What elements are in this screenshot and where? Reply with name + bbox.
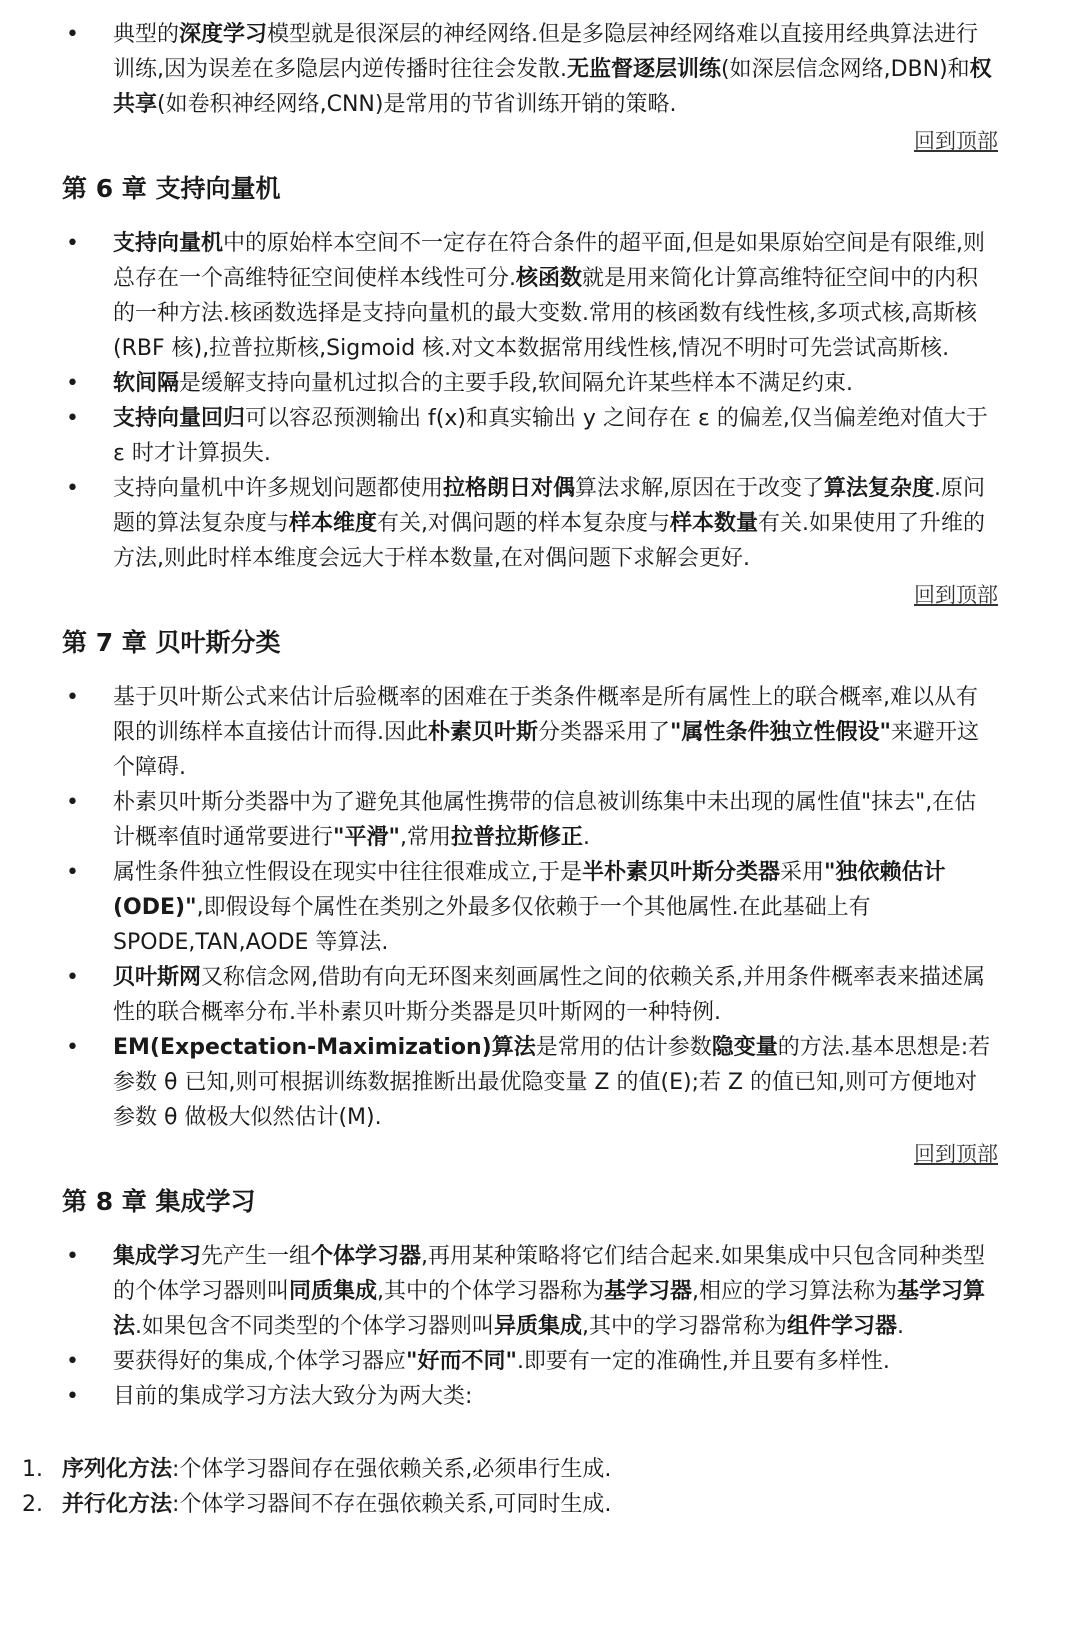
list-item: • 属性条件独立性假设在现实中往往很难成立,于是半朴素贝叶斯分类器采用"独依赖估计(ODE)",即假设每个属性在类别之外最多仅依赖于一个其他属性.在此基础上有 SPODE,TAN,AODE 等算法. xyxy=(0,855,1080,960)
list-item: • 典型的深度学习模型就是很深层的神经网络.但是多隐层神经网络难以直接用经典算法进行训练,因为误差在多隐层内逆传播时往往会发散.无监督逐层训练(如深层信念网络,DBN)和权共享(如卷积神经网络,CNN)是常用的节省训练开销的策略. xyxy=(0,17,1080,122)
list-item: • 软间隔是缓解支持向量机过拟合的主要手段,软间隔允许某些样本不满足约束. xyxy=(0,366,1080,401)
list-item: • 贝叶斯网又称信念网,借助有向无环图来刻画属性之间的依赖关系,并用条件概率表来描述属性的联合概率分布.半朴素贝叶斯分类器是贝叶斯网的一种特例. xyxy=(0,960,1080,1030)
back-to-top-link[interactable]: 回到顶部 xyxy=(914,583,998,607)
bullet-list-intro xyxy=(0,17,1080,122)
list-item: • EM(Expectation-Maximization)算法是常用的估计参数隐变量的方法.基本思想是:若参数 θ 已知,则可根据训练数据推断出最优隐变量 Z 的值(E);若 Z 的值已知,则可方便地对参数 θ 做极大似然估计(M). xyxy=(0,1030,1080,1135)
list-item: • 要获得好的集成,个体学习器应"好而不同".即要有一定的准确性,并且要有多样性. xyxy=(0,1344,1080,1379)
chapter-8-heading: 第 8 章 集成学习 xyxy=(62,1187,256,1216)
list-item: 1. 序列化方法:个体学习器间存在强依赖关系,必须串行生成. xyxy=(22,1457,612,1482)
bullet-list-ch8 xyxy=(0,1239,1080,1414)
back-to-top-container xyxy=(0,576,1080,614)
list-item: • 基于贝叶斯公式来估计后验概率的困难在于类条件概率是所有属性上的联合概率,难以从有限的训练样本直接估计而得.因此朴素贝叶斯分类器采用了"属性条件独立性假设"来避开这个障碍. xyxy=(0,680,1080,785)
list-item: • 支持向量机中许多规划问题都使用拉格朗日对偶算法求解,原因在于改变了算法复杂度.原问题的算法复杂度与样本维度有关,对偶问题的样本复杂度与样本数量有关.如果使用了升维的方法,则此时样本维度会远大于样本数量,在对偶问题下求解会更好. xyxy=(0,471,1080,576)
list-item: • 支持向量回归可以容忍预测输出 f(x)和真实输出 y 之间存在 ε 的偏差,仅当偏差绝对值大于 ε 时才计算损失. xyxy=(0,401,1080,471)
list-item: • 集成学习先产生一组个体学习器,再用某种策略将它们结合起来.如果集成中只包含同种类型的个体学习器则叫同质集成,其中的个体学习器称为基学习器,相应的学习算法称为基学习算法.如果包含不同类型的个体学习器则叫异质集成,其中的学习器常称为组件学习器. xyxy=(0,1239,1080,1344)
list-item: • 支持向量机中的原始样本空间不一定存在符合条件的超平面,但是如果原始空间是有限维,则总存在一个高维特征空间使样本线性可分.核函数就是用来简化计算高维特征空间中的内积的一种方法.核函数选择是支持向量机的最大变数.常用的核函数有线性核,多项式核,高斯核(RBF 核),拉普拉斯核,Sigmoid 核.对文本数据常用线性核,情况不明时可先尝试高斯核. xyxy=(0,226,1080,366)
back-to-top-container xyxy=(0,1135,1080,1173)
list-item: • 朴素贝叶斯分类器中为了避免其他属性携带的信息被训练集中未出现的属性值"抹去",在估计概率值时通常要进行"平滑",常用拉普拉斯修正. xyxy=(0,785,1080,855)
chapter-6-heading: 第 6 章 支持向量机 xyxy=(62,174,281,203)
chapter-7-heading: 第 7 章 贝叶斯分类 xyxy=(62,628,281,657)
back-to-top-link[interactable]: 回到顶部 xyxy=(914,129,998,153)
list-item: • 目前的集成学习方法大致分为两大类: xyxy=(0,1379,1080,1414)
numbered-list-methods xyxy=(0,1452,1080,1522)
bullet-list-ch7 xyxy=(0,680,1080,1135)
back-to-top-link[interactable]: 回到顶部 xyxy=(914,1142,998,1166)
back-to-top-container xyxy=(0,122,1080,160)
bullet-list-ch6 xyxy=(0,226,1080,576)
list-item: 2. 并行化方法:个体学习器间不存在强依赖关系,可同时生成. xyxy=(22,1492,612,1517)
